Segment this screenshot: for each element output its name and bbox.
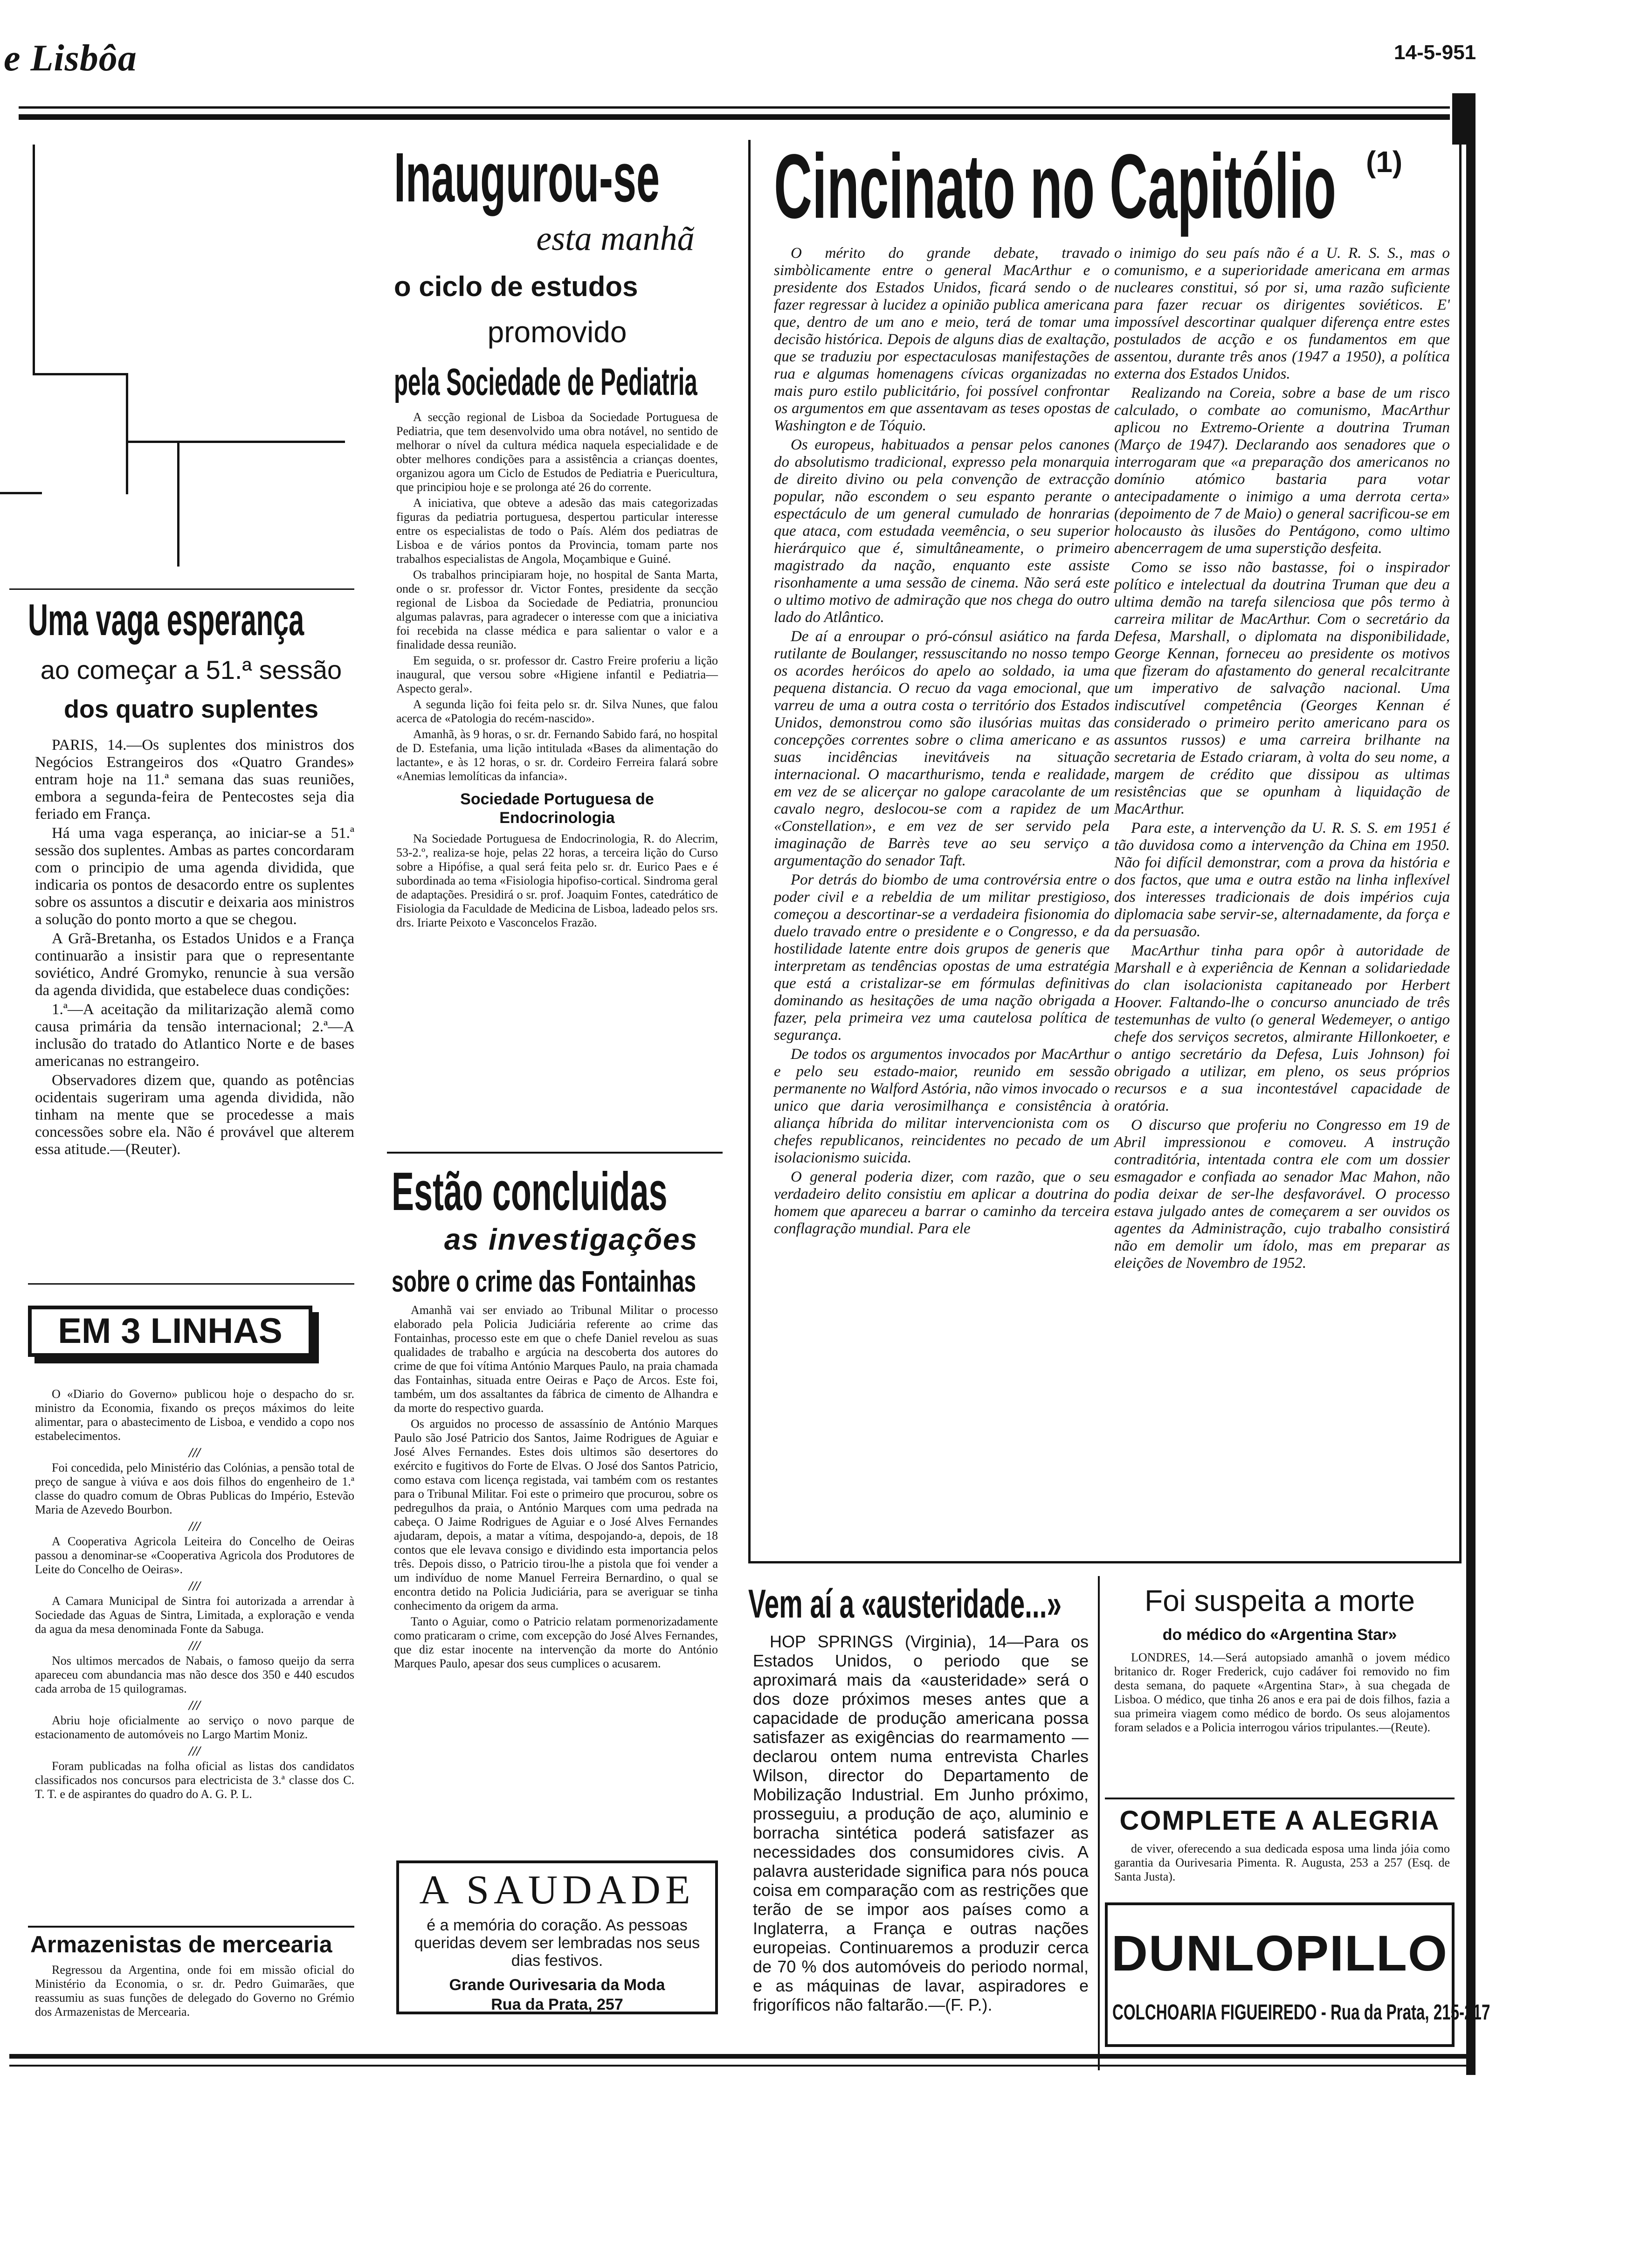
em3-item-2: Foi concedida, pelo Ministério das Colónias, a pensão total de preço de sangue à viúva e aos dois filhos do engenheiro de 1.ª classe do quadro comum de Obras Publicas do Império, Estevão Maria de Azevedo Bourbon. [35,1461,354,1516]
font-body [394,1303,718,1673]
cinc-bottom-rule [748,1561,1462,1563]
masthead-date: 14-5-951 [1394,41,1476,64]
font-h3-box [392,1264,718,1301]
susp-h1: Foi suspeita a morte [1145,1584,1415,1618]
cinc-title-box [774,135,1436,247]
ped-p3: Os trabalhos principiaram hoje, no hospital de Santa Marta, onde o sr. professor dr. Victor Fontes, presidente da secção regional de Lisboa da Sociedade de Pediatria, pronunciou algumas palavras, para agradecer o interesse com que a iniciativa foi recebida na classe médica e para salientar o valor e a finalidade dessa reunião. [396,568,718,651]
endo-text: Na Sociedade Portuguesa de Endocrinologia, R. do Alecrim, 53-2.º, realiza-se hoje, pelas 22 horas, a terceira lição do Curso sobre a Hipófise, a qual será feita pelo sr. dr. Eurico Paes e é subordinada ao tema «Fisiologia hipofiso-cortical. Sindroma geral de adaptações. Presidirá o sr. prof. Joaquim Fontes, catedrático de Fisiologia da Faculdade de Medicina de Lisboa, ladeado pelos srs. drs. Iriarte Peixoto e Vasconcelos Frazão. [396,832,718,929]
col1-rule [9,588,354,590]
aust-p1: HOP SPRINGS (Virginia), 14—Para os Estados Unidos, o periodo que se aproximará mais da «austeridade» será o dos doze próximos meses antes que a capacidade de produção americana possa satisfazer as exigências do rearmamento — declarou ontem numa entrevista Charles Wilson, director do Departamento de Mobilização Industrial. Em Junho próximo, prosseguiu, a produção de aço, aluminio e borracha sintética poderá satisfazer as necessidades dos consumidores civis. A palavra austeridade significa para nós pouca coisa em comparação com as restrições que terão de se impor aos países como a Inglaterra, a França e outras nações europeias. Continuaremos a produzir cerca de 70 % dos automóveis do periodo normal, e as máquinas de lavar, aspiradores e frigoríficos não faltarão.—(F. P.). [753,1632,1089,2014]
corner-line-v2 [126,373,128,494]
armaz-top-rule [28,1926,354,1928]
em3-divider: /// [188,1638,200,1653]
dunlopillo-addr: COLCHOARIA FIGUEIREDO - Rua da Prata, 215-217 [1112,2000,1490,2024]
vaga-headline: Uma vaga esperança [28,595,304,645]
ped-h5-box [394,359,720,410]
corner-line-v1 [33,145,35,373]
cinc-note: (1) [1366,145,1403,179]
armaz-body [35,1963,354,2021]
saudade-ad [396,1860,718,2014]
cinc-c1-p6: O general poderia dizer, com razão, que o seu verdadeiro delito consistiu em aplicar a doutrina do homem que apareceu a barrar o caminho da terceira conflagração mundial. Para ele [774,1169,1110,1237]
susp-body [1114,1651,1450,1736]
corner-line-h2 [126,441,345,443]
mid-rule-1 [387,1152,723,1154]
top-right-block [1452,93,1476,145]
em3-item-3: A Cooperativa Agricola Leiteira do Concelho de Oeiras passou a denominar-se «Cooperativa Agricola dos Produtores de Leite do Concelho de Oeiras». [35,1535,354,1576]
em3-item-6: Abriu hoje oficialmente ao serviço o novo parque de estacionamento de automóveis no Largo Martim Moniz. [35,1714,354,1741]
em3-divider: /// [188,1743,200,1759]
susp-text: LONDRES, 14.—Será autopsiado amanhã o jovem médico britanico dr. Roger Frederick, cujo cadáver foi removido no fim desta semana, do paquete «Argentina Star», à sua chegada de Lisboa. O médico, que tinha 26 anos e era pai de dois filhos, fazia a sua primeira viagem como médico de bordo. Os seus alojamentos foram selados e a Policia interrogou vários tripulantes.—(Reute). [1114,1651,1450,1734]
font-p3: Tanto o Aguiar, como o Patricio relatam pormenorizadamente como praticaram o crime, com excepção do José Alves Fernandes, que diz estar inocente na intervenção da morte do António Marques Paulo, apesar dos seus cumplices o acusarem. [394,1615,718,1670]
cinc-c1-p5: De todos os argumentos invocados por MacArthur e pelo seu estado-maior, reunido em sessão permanente no Walford Astória, não vimos invocado o unico que daria verosimilhança e consistência à aliança híbrida do militar intervencionista com os chefes republicanos, reincidentes no pecado de um isolacionismo suicida. [774,1046,1110,1166]
ped-p6: Amanhã, às 9 horas, o sr. dr. Fernando Sabido fará, no hospital de D. Estefania, uma lição intitulada «Bases da alimentação do lactante», e às 12 horas, o sr. dr. Cordeiro Ferreira falará sobre «Anemias lemolíticas da infancia». [396,727,718,783]
cinc-title: Cincinato no Capitólio [774,135,1337,237]
font-h2: as investigações [444,1223,698,1256]
cinc-left-rule [748,140,751,1562]
cinc-c2-p6: O discurso que proferiu no Congresso em 19 de Abril impressionou e comoveu. A instrução contraditória, intentada contra ele com um dossier esmagador e confiada ao senador Mac Mahon, não podia deixar de ser-lhe desfavorável. O processo estava julgado antes de começarem a ser ouvidos os agentes da Administração, cujo trabalho consistirá não em demolir um ídolo, mas em preparar as eleições de Novembro de 1952. [1114,1117,1450,1272]
masthead-title: e Lisbôa [4,38,137,79]
masthead-rule-thick [19,114,1450,120]
ped-p2: A iniciativa, que obteve a adesão das mais categorizadas figuras da pediatria portuguesa, despertou particular interesse entre os especialistas de todo o País. Além dos pediatras de Lisboa e de vários pontos da Provincia, tomam parte nos trabalhos especialistas de Angola, Moçambique e Guiné. [396,496,718,566]
vaga-headline-box [28,595,354,646]
ped-p4: Em seguida, o sr. professor dr. Castro Freire proferiu a lição inaugural, que versou sobre «Higiene infantil e Pediatria—Aspecto geral». [396,654,718,695]
armaz-headline: Armazenistas de mercearia [30,1931,332,1957]
font-p2: Os arguidos no processo de assassínio de António Marques Paulo são José Patricio dos Santos, Jaime Rodrigues de Aguiar e José Alves Fernandes. Estes dois ultimos são desertores do exército e fugitivos do Forte de Elvas. O José dos Santos Patricio, como estava com licença registada, vai também com os restantes para o Tribunal Militar. Foi este o primeiro que procurou, sobre os pedregulhos da praia, o António Marques com uma pedrada na cabeça. O Jaime Rodrigues de Aguiar e o José Alves Fernandes ajudaram, depois, a matar a vítima, despojando-a, depois, de 18 contos que ele levava consigo e dividindo esta importancia pelos três. Depois disso, o Patricio tirou-lhe a pistola que foi vender a um indivíduo de nome Manuel Ferreira Bernardino, o qual se encontra detido na Policia Judiciária, para se averiguar se tinha conhecimento da origem da arma. [394,1417,718,1612]
cinc-c1-p3: De aí a enroupar o pró-cónsul asiático na farda rutilante de Boulanger, ressuscitando no nosso tempo os acordes heróicos do apelo ao soldado, ia uma pequena distancia. O recuo da vaga emocional, que varreu de uma a outra costa o território dos Estados Unidos, demonstrou como são ilusórias muitas das concepções correntes sobre o clima americano e as suas incidências inevitáveis na situação internacional. O macarthurismo, tenda e realidade, em vez de se alicerçar no galope caracolante de um cavalo negro, deslocou-se com a rapidez de um «Constellation», e em vez de ser servido pela imaginação de Barrès teve ao seu serviço a argumentação do senador Taft. [774,628,1110,869]
endo-title: Sociedade Portuguesa de Endocrinologia [460,790,654,827]
em3-item-5: Nos ultimos mercados de Nabais, o famoso queijo da serra apareceu com abundancia mas não desce dos 350 e 440 escudos cada arroba de 15 quilogramas. [35,1654,354,1695]
font-h1-box [392,1161,718,1222]
alegria-title: COMPLETE A ALEGRIA [1119,1805,1440,1836]
cinc-c1-p2: Os europeus, habituados a pensar pelos canones do absolutismo tradicional, expresso pela monarquia de direito divino ou pela convenção de extracção popular, não escondem o seu espanto perante o espectáculo de um general cumulado de honrarias que ataca, com estudada veemência, o seu superior hierárquico que é, simultâneamente, o primeiro magistrado da nação, enquanto este assiste risonhamente a uma sessão de cinema. Não será este o ultimo motivo de admiração que nos chega do outro lado do Atlântico. [774,436,1110,626]
footer-rule-thin [9,2065,1466,2067]
vaga-p3: A Grã-Bretanha, os Estados Unidos e a França continuarão a insistir para que o representante soviético, André Gromyko, renuncie à sua versão da agenda dividida, que estabelece duas condições: [35,930,354,999]
cinc-right-rule [1459,140,1462,1562]
ped-body [396,410,718,932]
vaga-p5: Observadores dizem que, quando as potências ocidentais sugeriram uma agenda dividida, não tinham na mente que se procedesse a mais concessões sobre ela. Não é provável que alterem essa atitude.—(Reuter). [35,1072,354,1158]
font-h3: sobre o crime das Fontainhas [392,1265,696,1298]
em3-divider: /// [188,1698,200,1713]
aust-body [753,1632,1089,2014]
dunlopillo-addr-box [1112,1998,1490,2026]
vaga-p1: PARIS, 14.—Os suplentes dos ministros dos Negócios Estrangeiros dos «Quatro Grandes» entram hoje na 11.ª semana das suas reuniões, embora a segunda-feira de Pentecostes seja dia feriado em França. [35,737,354,823]
cinc-c2-p4: Para este, a intervenção da U. R. S. S. em 1951 é tão duvidosa como a intervenção da China em 1950. Não foi difícil demonstrar, com a prova da história e dos factos, que uma e outra estão na linha inflexível dos interesses tradicionais de dois impérios cuja diplomacia sabe servir-se, alternadamente, da força e da persuasão. [1114,820,1450,940]
vaga-sub1: ao começar a 51.ª sessão [40,655,342,685]
vaga-p4: 1.ª—A aceitação da militarização alemã como causa primária da tensão internacional; 2.ª—A inclusão do tratado do Atlantico Norte e de bases americanas no estrangeiro. [35,1001,354,1070]
em3-item-1: O «Diario do Governo» publicou hoje o despacho do sr. ministro da Economia, fixando os preços máximos do leite alimentar, para o abastecimento de Lisboa, e vendido a copo nos estabelecimentos. [35,1387,354,1443]
masthead-rule-thin [19,106,1450,109]
ped-h1: Inaugurou-se [394,138,660,216]
cinc-c2-p5: MacArthur tinha para opôr à autoridade de Marshall e à experiência de Kennan a solidariedade do clan isolacionista capitaneado por Herbert Hoover. Faltando-lhe o concurso anunciado de três testemunhas de vulto (o general Wedemeyer, o antigo chefe dos serviços secretos, almirante Hillonkoeter, e o antigo secretário da Defesa, Luis Johnson) foi obrigado a utilizar, em pleno, os seus próprios recursos e a sua incontestável capacidade de oratória. [1114,942,1450,1114]
ped-p5: A segunda lição foi feita pelo sr. dr. Silva Nunes, que falou acerca de «Patologia do recém-nascido». [396,698,718,725]
em3-item-7: Foram publicadas na folha oficial as listas dos candidatos classificados nos concursos para electricista de 3.ª classe dos C. T. T. e de aspirantes do quadro do A. G. P. L. [35,1759,354,1801]
susp-h2: do médico do «Argentina Star» [1162,1626,1397,1644]
alegria-body [1114,1842,1450,1886]
ped-h5: pela Sociedade de Pediatria [394,361,697,403]
em3-divider: /// [188,1445,200,1460]
ped-p1: A secção regional de Lisboa da Sociedade Portuguesa de Pediatria, que tem desenvolvido uma obra notável, no sentido de melhorar o nível da cultura médica naquela especialidade e de obter melhores condições para a assistência a crianças doentes, organizou agora um Ciclo de Estudos de Pediatria e Puericultura, que principiou hoje e se prolonga até 26 do corrente. [396,410,718,494]
armaz-text: Regressou da Argentina, onde foi em missão oficial do Ministério da Economia, o sr. dr. Pedro Guimarães, que reassumiu as suas funções de delegado do Governo no Grémio dos Armazenistas de Mercearia. [35,1963,354,2019]
font-p1: Amanhã vai ser enviado ao Tribunal Militar o processo elaborado pela Policia Judiciária referente ao crime das Fontainhas, processo este em que o chefe Daniel revelou as suas qualidades de trabalho e argúcia na descoberta dos autores do crime de que foi vítima António Marques Paulo, na praia chamada das Fontainhas, situada entre Oeiras e Paço de Arcos. Este foi, também, um dos assaltantes da fábrica de cimento de Alhandra e da morte do respectivo guarda. [394,1303,718,1415]
em3-divider: /// [188,1519,200,1534]
footer-rule-thick [9,2054,1466,2059]
corner-line-h3 [0,492,42,494]
dunlopillo-brand: DUNLOPILLO [1111,1925,1448,1981]
cinc-col1 [774,245,1110,1239]
em3-item-4: A Camara Municipal de Sintra foi autorizada a arrendar à Sociedade das Aguas de Sintra, Limitada, a exploração e venda da agua da mesa denominada Fonte da Sabuga. [35,1594,354,1636]
corner-line-v3 [177,441,179,567]
cinc-c1-p1: O mérito do grande debate, travado simbòlicamente entre o general MacArthur e o presidente dos Estados Unidos, ficará sendo o de fazer regressar à lucidez a opinião publica americana que, dentro de um ano e meio, terá de tomar uma decisão histórica. Depois de alguns dias de exaltação, que se traduziu por espectaculosas manifestações de rua e algumas homenagens cívicas organizadas no mais puro estilo publicitário, foi possível confrontar os argumentos em que assentavam as teses opostas de Washington e de Tóquio. [774,245,1110,434]
ped-h2: esta manhã [536,220,695,258]
saudade-title: A SAUDADE [419,1867,695,1913]
ped-h4: promovido [487,315,627,349]
cinc-col2 [1114,245,1450,1274]
aust-headline-box [748,1581,1093,1627]
cinc-c1-p4: Por detrás do biombo de uma controvérsia entre o poder civil e a rebeldia de um militar prestigioso, começou a descortinar-se a verdadeira fisionomia do duelo travado entre o presidente e o Congresso, e da hostilidade latente entre dois grupos de generis que interpretam as tendências opostas de uma estratégia que está a cristalizar-se em fórmulas definitivas dominando as hesitações de uma nação obrigada a fazer, pela primeira vez uma cautelosa política de segurança. [774,871,1110,1044]
cinc-c2-p2: Realizando na Coreia, sobre a base de um risco calculado, o combate ao comunismo, MacArthur aplicou no Extremo-Oriente a doutrina Truman (Março de 1947). Declarando aos senadores que o interrogaram que «a preparação dos americanos no domínio atómico bastaria para votar antecipadamente o inimigo a uma derrota certa» (depoimento de 7 de Maio) o general sacrificou-se em holocausto às ilusões do Pentágono, como ultimo abencerragem de uma superstição desfeita. [1114,385,1450,557]
saudade-shop: Grande Ourivesaria da Moda [449,1976,665,1994]
saudade-addr: Rua da Prata, 257 [491,1996,623,2013]
em3-divider: /// [188,1578,200,1594]
vaga-p2: Há uma vaga esperança, ao iniciar-se a 51.ª sessão dos suplentes. Ambas as partes concordaram com o principio de uma agenda dividida, que indicaria os pontos de desacordo entre os suplentes sobre os assuntos a discutir e deixaria aos ministros a solução do ponto morto a que se chegou. [35,825,354,928]
alegria-text: de viver, oferecendo a sua dedicada esposa uma linda jóia como garantia da Ourivesaria Pimenta. R. Augusta, 253 a 257 (Esq. de Santa Justa). [1114,1842,1450,1883]
em3-badge [28,1306,312,1357]
ped-h3: o ciclo de estudos [394,271,638,302]
vaga-end-rule [28,1283,354,1285]
saudade-text: é a memória do coração. As pessoas queridas devem ser lembradas nos seus dias festivos. [414,1916,700,1970]
aust-divider-v [1098,1576,1100,2070]
dunlopillo-ad [1105,1902,1490,2047]
cinc-c2-p3: Como se isso não bastasse, foi o inspirador político e intelectual da doutrina Truman que deu a ultima demão na tarefa silenciosa que pôs termo à carreira militar de MacArthur. Com o secretário da Defesa, Marshall, o diplomata na disponibilidade, George Kennan, forneceu ao presidente os motivos que fizeram do afastamento do general recalcitrante um imperativo de salvação nacional. Uma indiscutível competência (Georges Kennan é considerado o primeiro perito americano para os assuntos russos) e uma carreira brilhante na secretaria de Estado criaram, à volta do seu nome, a margem de crédito que dissipou as ultimas resistências que se opunham à liquidação de MacArthur. [1114,559,1450,817]
corner-line-h1 [33,373,126,375]
ped-h1-box [394,140,720,214]
vaga-body [35,737,354,1160]
vaga-sub2: dos quatro suplentes [63,695,319,723]
alegria-top-rule [1105,1798,1455,1799]
em3-body [35,1387,354,1803]
font-h1: Estão concluidas [392,1161,668,1222]
aust-headline: Vem aí a «austeridade...» [748,1582,1062,1626]
cinc-c2-p1: o inimigo do seu país não é a U. R. S. S., mas o comunismo, e a superioridade americana em armas nucleares constitui, só por si, uma razão suficiente para fazer recuar os dirigentes soviéticos. E' impossível descortinar qualquer diferença entre estes postulados de acção e os fundamentos em que assentou, durante três anos (1947 a 1950), a política externa dos Estados Unidos. [1114,245,1450,382]
right-edge-bar [1466,140,1476,2075]
em3-badge-label: EM 3 LINHAS [58,1311,283,1351]
